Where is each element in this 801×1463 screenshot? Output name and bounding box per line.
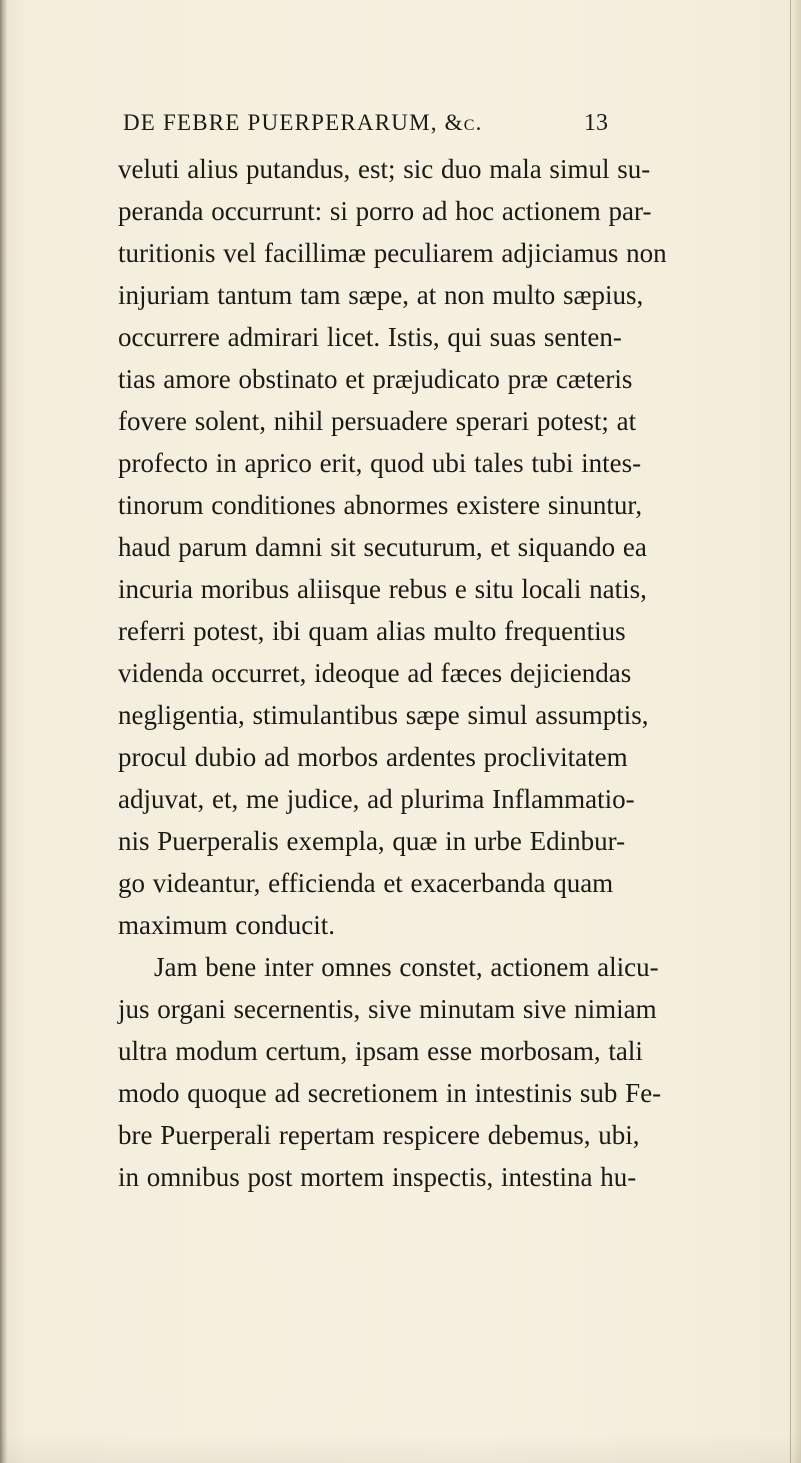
text-line: turitionis vel facillimæ peculiarem adjiciamus non: [118, 238, 667, 268]
page-header: [0, 108, 801, 148]
text-line: nis Puerperalis exempla, quæ in urbe Edinbur-: [118, 826, 626, 856]
text-line: occurrere admirari licet. Istis, qui suas senten-: [118, 322, 622, 352]
text-line: injuriam tantum tam sæpe, at non multo sæpius,: [118, 280, 644, 310]
text-line: negligentia, stimulantibus sæpe simul assumptis,: [118, 700, 649, 730]
text-line: bre Puerperali repertam respicere debemus, ubi,: [118, 1120, 640, 1150]
text-line: veluti alius putandus, est; sic duo mala simul su-: [118, 154, 651, 184]
text-line: modo quoque ad secretionem in intestinis sub Fe-: [118, 1078, 662, 1108]
text-line: maximum conducit.: [118, 910, 335, 940]
text-line: referri potest, ibi quam alias multo frequentius: [118, 616, 626, 646]
page-gutter: [0, 0, 7, 1463]
body-text: [118, 148, 667, 1198]
text-line: fovere solent, nihil persuadere sperari potest; at: [118, 406, 637, 436]
page-edge-line: [790, 0, 791, 1463]
text-line: procul dubio ad morbos ardentes proclivitatem: [118, 742, 628, 772]
text-line: profecto in aprico erit, quod ubi tales tubi intes-: [118, 448, 642, 478]
text-line: haud parum damni sit secuturum, et siquando ea: [118, 532, 647, 562]
text-line: peranda occurrunt: si porro ad hoc actionem par-: [118, 196, 652, 226]
running-head: DE FEBRE PUERPERARUM, &c.: [123, 110, 483, 135]
text-line: incuria moribus aliisque rebus e situ locali natis,: [118, 574, 647, 604]
page-bottom-shadow: [0, 1433, 801, 1463]
text-line: ultra modum certum, ipsam esse morbosam, tali: [118, 1036, 643, 1066]
text-line: adjuvat, et, me judice, ad plurima Inflammatio-: [118, 784, 635, 814]
page-number: 13: [584, 110, 608, 136]
text-line: videnda occurret, ideoque ad fæces dejiciendas: [118, 658, 632, 688]
text-line: go videantur, efficienda et exacerbanda quam: [118, 868, 614, 898]
text-line: tias amore obstinato et præjudicato præ cæteris: [118, 364, 633, 394]
paragraph-start-line: Jam bene inter omnes constet, actionem alicu-: [154, 952, 659, 982]
text-line: tinorum conditiones abnormes existere sinuntur,: [118, 490, 643, 520]
text-line: in omnibus post mortem inspectis, intestina hu-: [118, 1162, 637, 1192]
text-line: jus organi secernentis, sive minutam sive nimiam: [118, 994, 657, 1024]
